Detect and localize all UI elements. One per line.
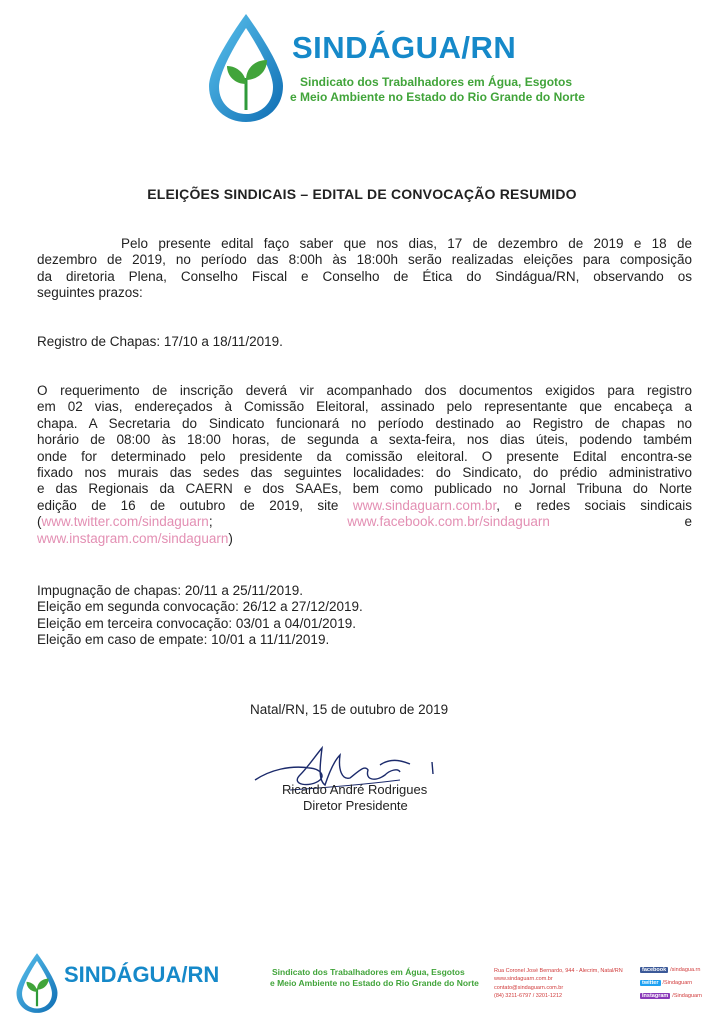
footer-org-name: SINDÁGUA/RN — [64, 962, 220, 987]
req-line-1: O requerimento de inscrição deverá vir acompanhado dos documentos exigidos para registro — [37, 383, 692, 398]
footer-contact — [494, 967, 623, 1001]
prazo-impugnacao: Impugnação de chapas: 20/11 a 25/11/2019. — [37, 583, 303, 598]
twitter-icon: twitter — [642, 980, 659, 986]
intro-line-4: seguintes prazos: — [37, 285, 143, 301]
org-subtitle-line2: e Meio Ambiente no Estado do Rio Grande do Norte — [290, 90, 585, 104]
signer-role: Diretor Presidente — [303, 798, 408, 813]
org-subtitle-line1: Sindicato dos Trabalhadores em Água, Esgotos — [300, 75, 573, 89]
org-name: SINDÁGUA/RN — [292, 30, 517, 65]
req-line-6: fixado nos murais das sedes das seguintes localidades: do Sindicato, do prédio administrativo — [37, 465, 692, 481]
prazo-segunda: Eleição em segunda convocação: 26/12 a 27/12/2019. — [37, 599, 363, 615]
prazo-terceira: Eleição em terceira convocação: 03/01 a 04/01/2019. — [37, 615, 356, 631]
footer-social-instagram[interactable]: Instagram /Sindaguarn — [642, 993, 702, 999]
document-title: ELEIÇÕES SINDICAIS – EDITAL DE CONVOCAÇÃO RESUMIDO — [147, 186, 577, 202]
water-drop-sprout-icon — [205, 12, 287, 124]
signer-name: Ricardo André Rodrigues — [282, 782, 428, 797]
footer-email[interactable]: contato@sindaguarn.com.br — [494, 984, 564, 991]
req-line-3: chapa. A Secretaria do Sindicato funcionará no período destinado ao Registro de chapas no — [37, 415, 692, 431]
footer-subtitle-line2: e Meio Ambiente no Estado do Rio Grande do Norte — [270, 978, 479, 988]
twitter-link[interactable]: www.twitter.com/sindaguarn — [41, 514, 209, 530]
req-line-4: horário de 08:00 às 18:00 horas, de segunda a sexta-feira, nos dias úteis, podendo também — [37, 432, 692, 448]
instagram-link[interactable]: www.instagram.com/sindaguarn — [37, 530, 229, 546]
req-line-2: em 02 vias, endereçados à Comissão Eleitoral, assinado pelo representante que encabeça a — [37, 399, 692, 415]
req-line-7: e das Regionais da CAERN e dos SAAEs, bem como publicado no Jornal Tribuna do Norte — [37, 481, 692, 497]
footer-website[interactable]: www.sindaguarn.com.br — [494, 976, 553, 983]
prazo-empate: Eleição em caso de empate: 10/01 a 11/11/2019. — [37, 632, 330, 648]
facebook-icon: facebook — [642, 967, 667, 973]
req-line-5: onde for determinado pelo presidente da comissão eleitoral. O presente Edital encontra-se — [37, 448, 692, 464]
facebook-link[interactable]: www.facebook.com.br/sindaguarn — [347, 514, 550, 530]
req-line-9: (www.twitter.com/sindaguarn; www.facebook.com.br/sindaguarn e — [37, 514, 692, 530]
footer-phones: (84) 3211-6797 / 3201-1212 — [494, 993, 563, 1000]
footer-address: Rua Coronel José Bernardo, 944 - Alecrim, Natal/RN — [494, 968, 623, 974]
water-drop-sprout-icon — [14, 952, 60, 1014]
intro-paragraph — [37, 236, 692, 302]
place-date: Natal/RN, 15 de outubro de 2019 — [250, 702, 449, 717]
site-link[interactable]: www.sindaguarn.com.br — [352, 497, 497, 513]
footer-social-facebook[interactable]: facebook /sindagua.rn — [642, 967, 701, 973]
req-line-8: edição de 16 de outubro de 2019, site www.sindaguarn.com.br, e redes sociais sindicais — [37, 497, 692, 513]
intro-line-3: da diretoria Plena, Conselho Fiscal e Conselho de Ética do Sindágua/RN, observando os — [37, 268, 692, 284]
requerimento-paragraph — [37, 383, 692, 547]
footer-social-twitter[interactable]: twitter /Sindaguarn — [642, 980, 693, 986]
req-line-10: www.instagram.com/sindaguarn) — [37, 530, 233, 546]
prazos-list — [37, 583, 363, 649]
intro-line-2: dezembro de 2019, no período das 8:00h às 18:00h serão realizadas eleições para composição — [37, 252, 692, 268]
intro-line-1: Pelo presente edital faço saber que nos dias, 17 de dezembro de 2019 e 18 de — [121, 236, 692, 251]
instagram-icon: Instagram — [642, 993, 669, 999]
registro-chapas: Registro de Chapas: 17/10 a 18/11/2019. — [37, 334, 283, 349]
footer-subtitle-line1: Sindicato dos Trabalhadores em Água, Esgotos — [272, 967, 465, 977]
